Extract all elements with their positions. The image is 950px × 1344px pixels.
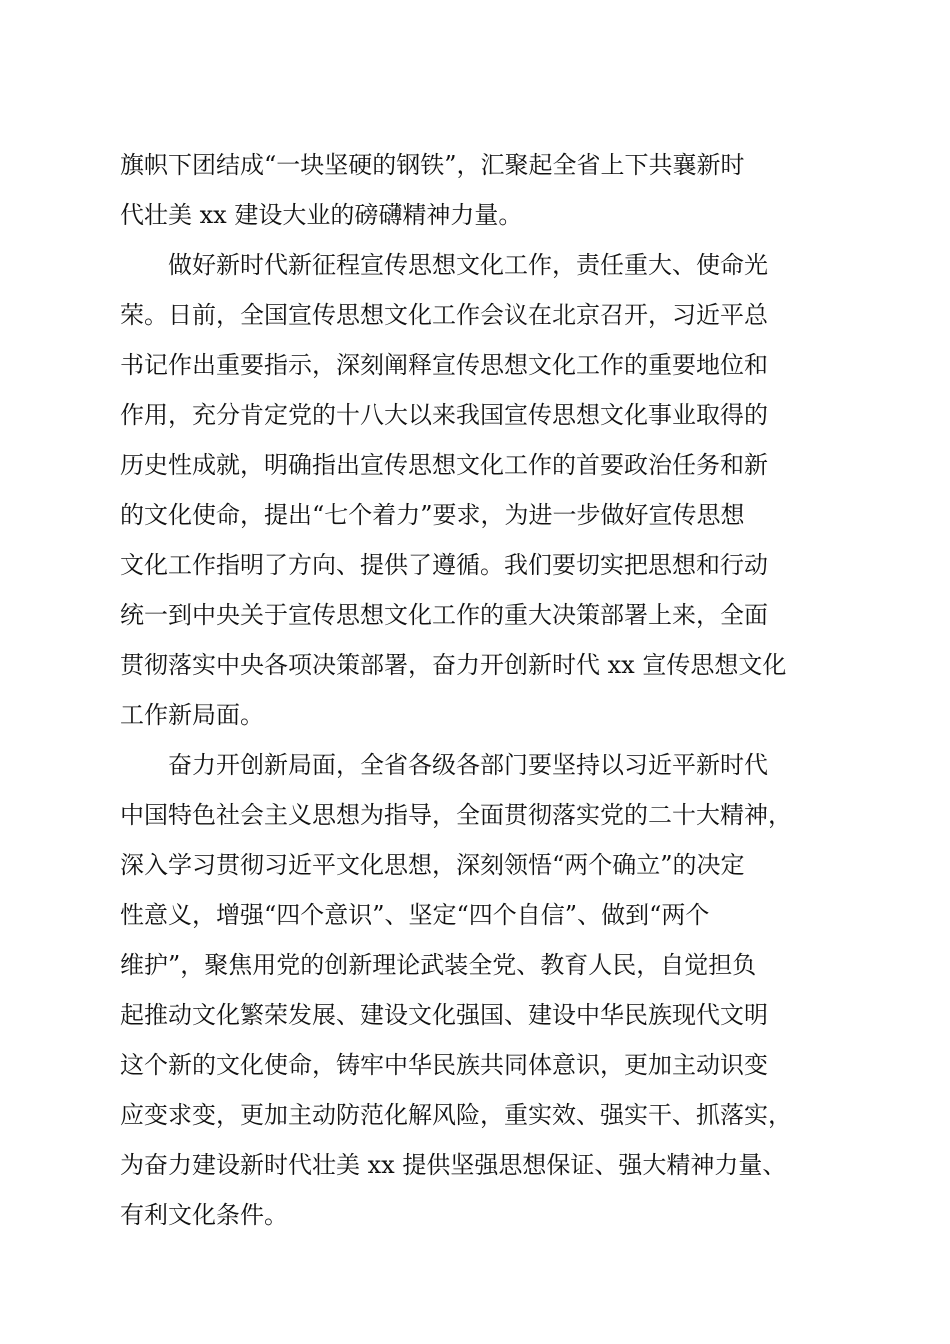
text-line: 维护”，聚焦用党的创新理论武装全党、教育人民，自觉担负 bbox=[120, 951, 757, 979]
text-line: 起推动文化繁荣发展、建设文化强国、建设中华民族现代文明 bbox=[120, 1001, 768, 1029]
document-body bbox=[120, 140, 830, 1240]
text-line: 荣。日前，全国宣传思想文化工作会议在北京召开，习近平总 bbox=[120, 301, 768, 329]
text-line: 贯彻落实中央各项决策部署，奋力开创新时代 xx 宣传思想文化 bbox=[120, 651, 787, 679]
text-line: 文化工作指明了方向、提供了遵循。我们要切实把思想和行动 bbox=[120, 551, 768, 579]
text-line: 应变求变，更加主动防范化解风险，重实效、强实干、抓落实， bbox=[120, 1101, 792, 1129]
text-line: 旗帜下团结成“一块坚硬的钢铁”，汇聚起全省上下共襄新时 bbox=[120, 151, 745, 179]
text-line: 有利文化条件。 bbox=[120, 1201, 288, 1229]
text-line: 统一到中央关于宣传思想文化工作的重大决策部署上来，全面 bbox=[120, 601, 768, 629]
paragraph-2 bbox=[120, 240, 830, 740]
text-line: 做好新时代新征程宣传思想文化工作，责任重大、使命光 bbox=[168, 251, 768, 279]
text-line: 这个新的文化使命，铸牢中华民族共同体意识，更加主动识变 bbox=[120, 1051, 768, 1079]
text-line: 性意义，增强“四个意识”、坚定“四个自信”、做到“两个 bbox=[120, 901, 710, 929]
text-line: 历史性成就，明确指出宣传思想文化工作的首要政治任务和新 bbox=[120, 451, 768, 479]
text-line: 书记作出重要指示，深刻阐释宣传思想文化工作的重要地位和 bbox=[120, 351, 768, 379]
text-line: 的文化使命，提出“七个着力”要求，为进一步做好宣传思想 bbox=[120, 501, 745, 529]
text-line: 工作新局面。 bbox=[120, 701, 264, 729]
text-line: 中国特色社会主义思想为指导，全面贯彻落实党的二十大精神， bbox=[120, 801, 792, 829]
text-line: 奋力开创新局面，全省各级各部门要坚持以习近平新时代 bbox=[168, 751, 768, 779]
text-line: 深入学习贯彻习近平文化思想，深刻领悟“两个确立”的决定 bbox=[120, 851, 745, 879]
paragraph-3 bbox=[120, 740, 830, 1240]
text-line: 代壮美 xx 建设大业的磅礴精神力量。 bbox=[120, 201, 523, 229]
text-line: 为奋力建设新时代壮美 xx 提供坚强思想保证、强大精神力量、 bbox=[120, 1151, 787, 1179]
paragraph-1 bbox=[120, 140, 830, 240]
text-line: 作用，充分肯定党的十八大以来我国宣传思想文化事业取得的 bbox=[120, 401, 768, 429]
